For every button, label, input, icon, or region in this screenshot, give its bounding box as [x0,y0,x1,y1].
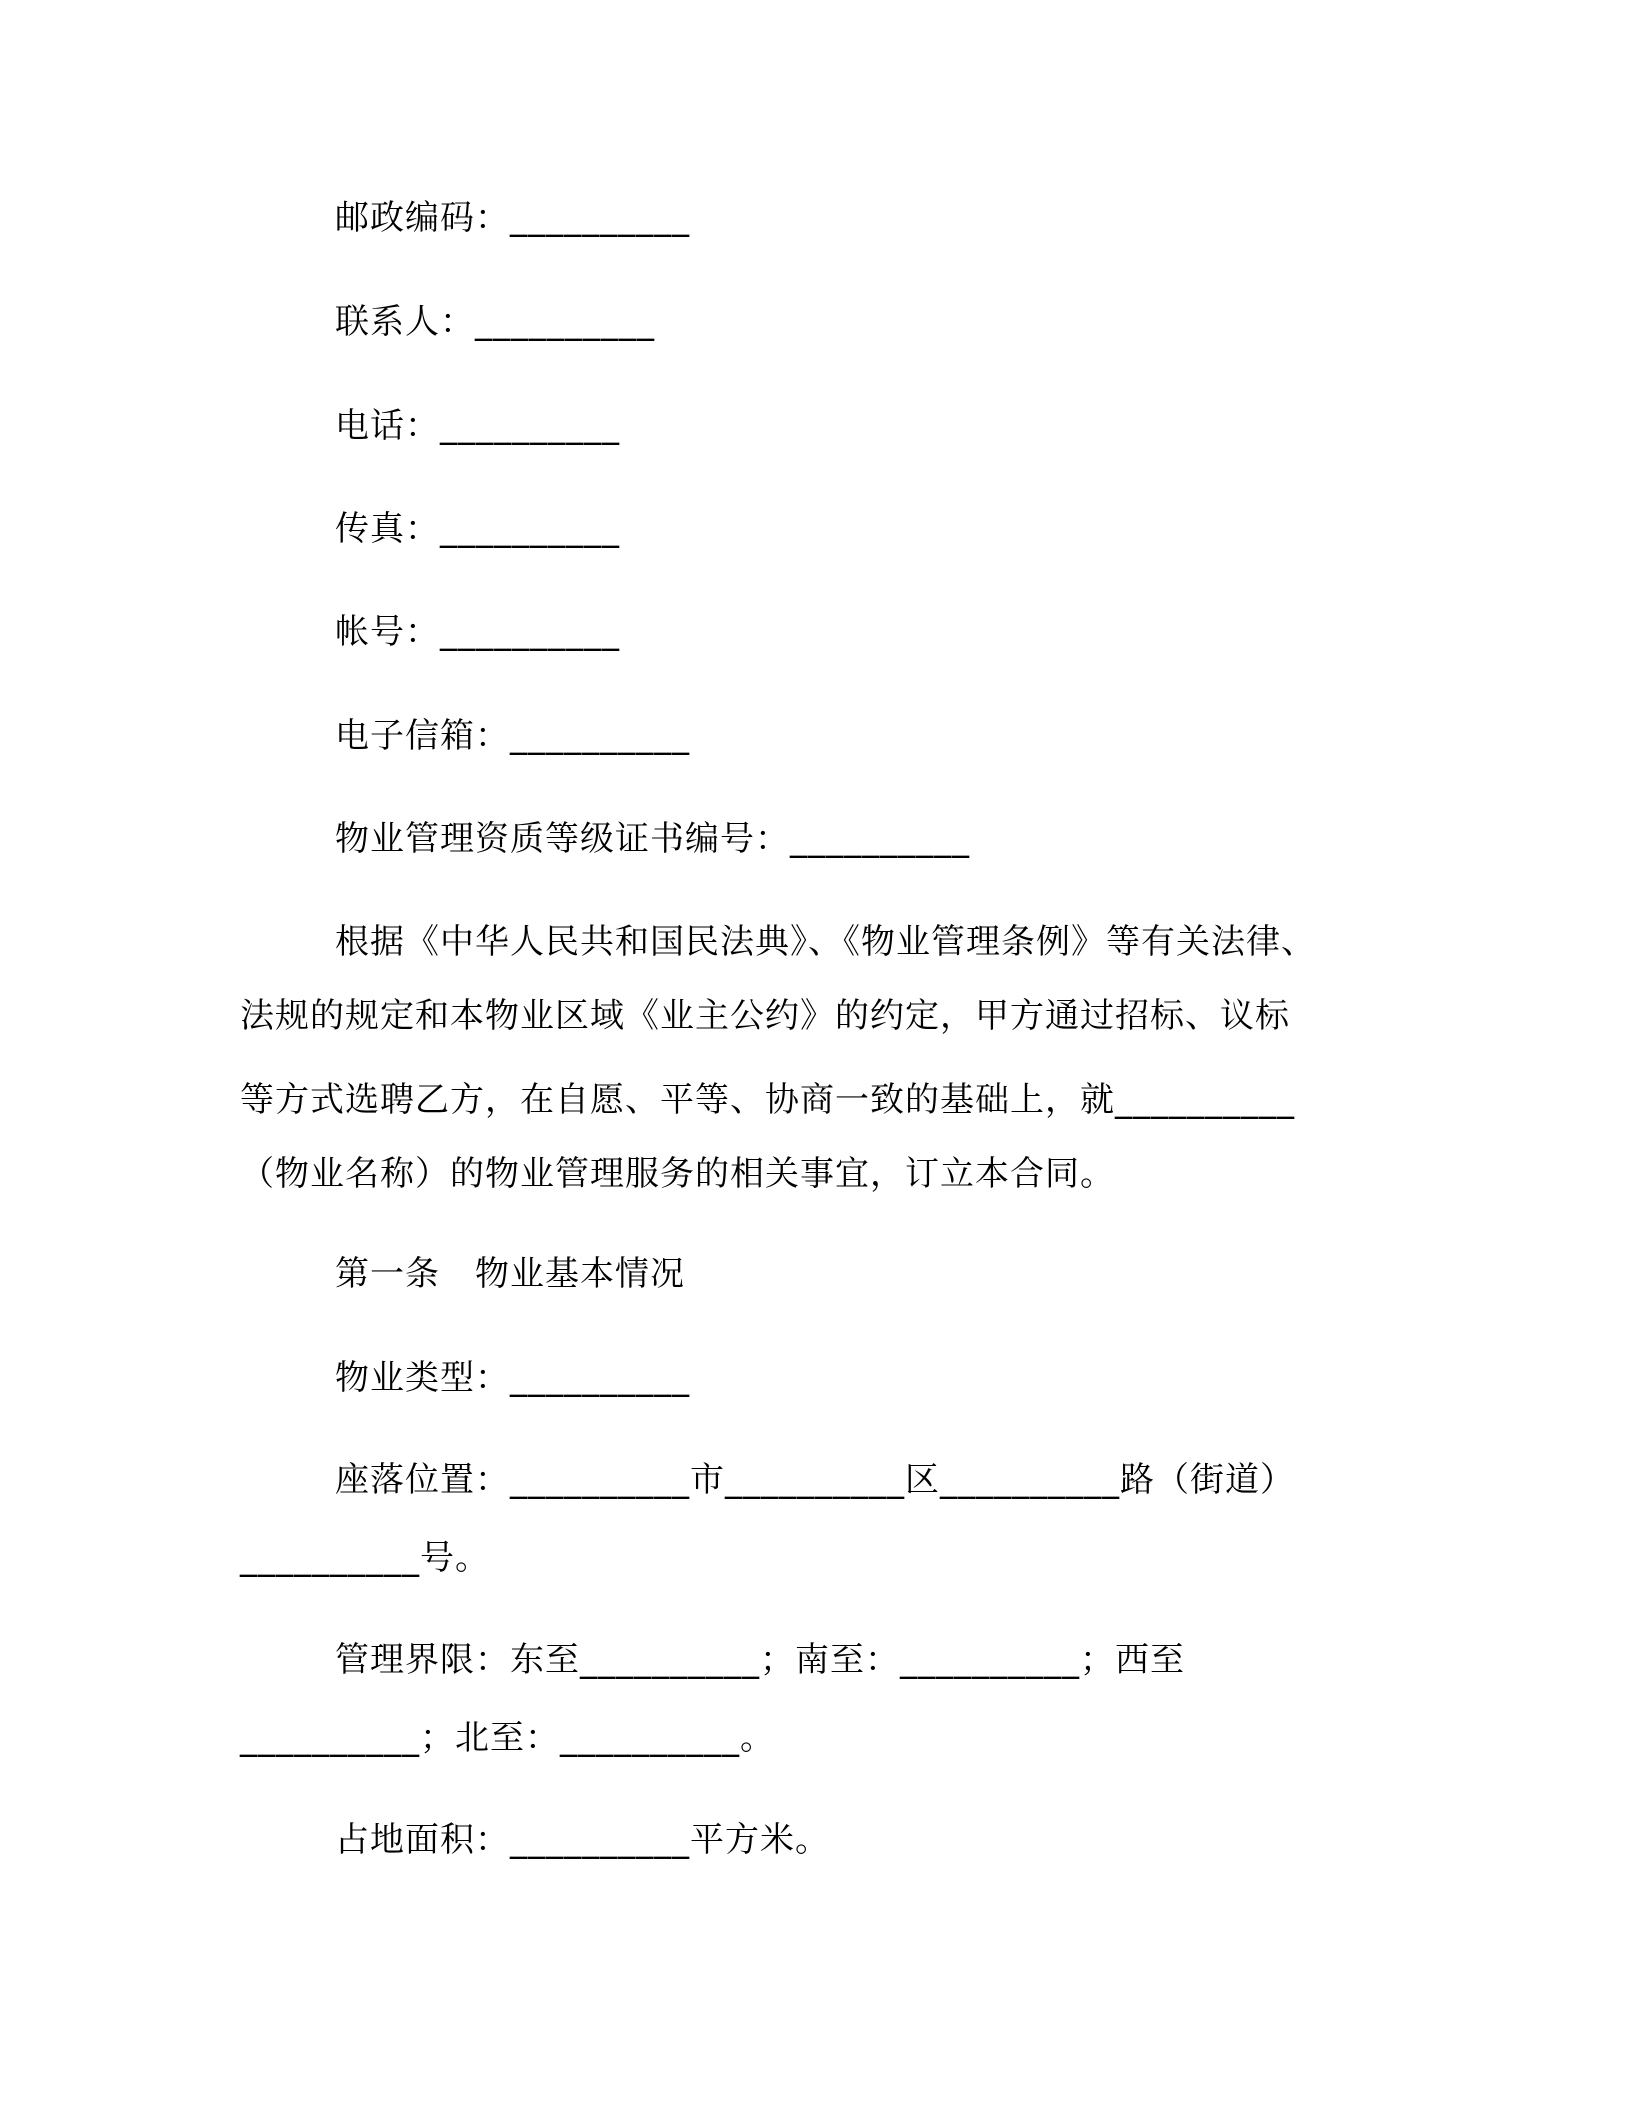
email-line: 电子信箱：__________ [335,716,690,756]
paragraph-line-3: 等方式选聘乙方，在自愿、平等、协商一致的基础上，就__________ [240,1080,1295,1120]
paragraph-line-4: （物业名称）的物业管理服务的相关事宜，订立本合同。 [240,1154,1115,1194]
article-heading: 第一条 物业基本情况 [335,1254,685,1294]
paragraph-line-1: 根据《中华人民共和国民法典》、《物业管理条例》等有关法律、 [335,922,1316,962]
phone-line: 电话：__________ [335,406,620,446]
contact-person-line: 联系人：__________ [335,302,655,342]
account-line: 帐号：__________ [335,612,620,652]
paragraph-line-2: 法规的规定和本物业区域《业主公约》的约定，甲方通过招标、议标 [240,996,1290,1036]
qualification-certificate-line: 物业管理资质等级证书编号：__________ [335,819,970,859]
property-type-line: 物业类型：__________ [335,1358,690,1398]
location-line-2: __________号。 [240,1538,490,1578]
postal-code-line: 邮政编码：__________ [335,198,690,238]
boundary-line-1: 管理界限：东至__________；南至：__________；西至 [335,1640,1185,1680]
fax-line: 传真：__________ [335,509,620,549]
boundary-line-2: __________；北至：__________。 [240,1718,775,1758]
land-area-line: 占地面积：__________平方米。 [335,1820,830,1860]
location-line-1: 座落位置：__________市__________区__________路（街道） [335,1460,1295,1500]
